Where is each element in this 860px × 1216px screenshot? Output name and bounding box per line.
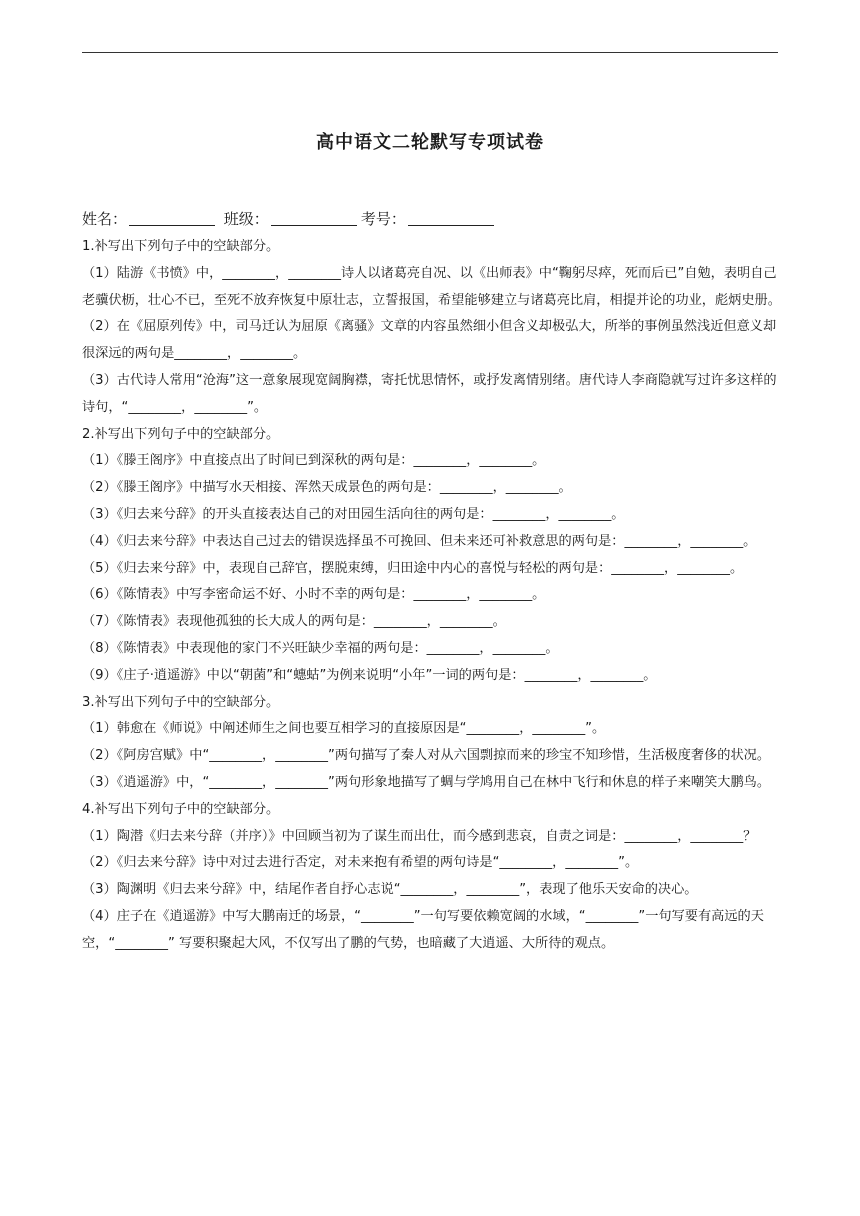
question-2-item-8: （8）《陈情表》中表现他的家门不兴旺缺少幸福的两句是：________，________。 [82, 640, 559, 656]
question-2-item-9: （9）《庄子·逍遥游》中以“朝菌”和“蟪蛄”为例来说明“小年”一词的两句是：________，________。 [82, 667, 657, 683]
question-4-item-3: （3）陶渊明《归去来兮辞》中，结尾作者自抒心志说“________，________”，表现了他乐天安命的决心。 [82, 882, 698, 898]
question-1-item-2: （2）在《屈原列传》中，司马迁认为屈原《离骚》文章的内容虽然细小但含义却极弘大，所举的事例虽然浅近但意义却很深远的两句是________，________。 [82, 319, 777, 362]
student-info-line [82, 208, 782, 229]
class-label: 班级： [223, 210, 269, 228]
question-2-item-2: （2）《滕王阁序》中描写水天相接、浑然天成景色的两句是：________，________。 [82, 480, 572, 496]
question-3-heading: 3.补写出下列句子中的空缺部分。 [82, 694, 280, 710]
question-2-item-6: （6）《陈情表》中写李密命运不好、小时不幸的两句是：________，________。 [82, 587, 546, 603]
question-list [82, 234, 782, 958]
id-blank[interactable] [408, 211, 494, 226]
question-4-item-1: （1）陶潜《归去来兮辞（并序）》中回顾当初为了谋生而出仕，而今感到悲哀，自责之词是：________，________？ [82, 828, 757, 844]
question-3-item-2: （2）《阿房宫赋》中“________，________”两句描写了秦人对从六国剽掠而来的珍宝不知珍惜，生活极度奢侈的状况。 [82, 748, 771, 764]
id-label: 考号： [360, 210, 406, 228]
question-2-item-5: （5）《归去来兮辞》中，表现自己辞官，摆脱束缚，归田途中内心的喜悦与轻松的两句是：________，________。 [82, 560, 744, 576]
question-2-item-3: （3）《归去来兮辞》的开头直接表达自己的对田园生活向往的两句是：________，________。 [82, 506, 625, 522]
question-1-item-1: （1）陆游《书愤》中，________，________诗人以诸葛亮自况、以《出师表》中“鞠躬尽瘁，死而后已”自勉，表明自己老骥伏枥，壮心不已，至死不放弃恢复中原壮志，立誓报国，希望能够建立与诸葛亮比肩，相提并论的功业，彪炳史册。 [82, 265, 781, 308]
question-4-item-4: （4）庄子在《逍遥游》中写大鹏南迁的场景，“________”一句写要依赖宽阔的水域，“________”一句写要有高远的天空，“________” 写要积聚起大风，不仅写出了鹏的气势，也暗藏了大逍遥、大所待的观点。 [82, 908, 764, 951]
question-4-heading: 4.补写出下列句子中的空缺部分。 [82, 801, 280, 817]
question-2-item-1: （1）《滕王阁序》中直接点出了时间已到深秋的两句是：________，________。 [82, 453, 546, 469]
question-1-item-3: （3）古代诗人常用“沧海”这一意象展现宽阔胸襟，寄托忧思情怀，或抒发离情别绪。唐代诗人李商隐就写过许多这样的诗句，“________，________”。 [82, 372, 777, 415]
class-blank[interactable] [271, 211, 357, 226]
question-2-heading: 2.补写出下列句子中的空缺部分。 [82, 426, 280, 442]
question-2-item-4: （4）《归去来兮辞》中表达自己过去的错误选择虽不可挽回、但未来还可补救意思的两句是：________，________。 [82, 533, 757, 549]
header-rule [82, 52, 778, 53]
question-1-heading: 1.补写出下列句子中的空缺部分。 [82, 239, 280, 254]
question-4-item-2: （2）《归去来兮辞》诗中对过去进行否定，对未来抱有希望的两句诗是“________，________”。 [82, 855, 639, 871]
question-2-item-7: （7）《陈情表》表现他孤独的长大成人的两句是：________，________。 [82, 614, 506, 630]
question-3-item-1: （1）韩愈在《师说》中阐述师生之间也要互相学习的直接原因是“________，________”。 [82, 721, 606, 737]
question-3-item-3: （3）《逍遥游》中，“________，________”两句形象地描写了蜩与学鸠用自己在林中飞行和休息的样子来嘲笑大鹏鸟。 [82, 774, 771, 790]
name-blank[interactable] [129, 211, 215, 226]
page-title: 高中语文二轮默写专项试卷 [316, 132, 544, 153]
name-label: 姓名： [82, 210, 128, 228]
